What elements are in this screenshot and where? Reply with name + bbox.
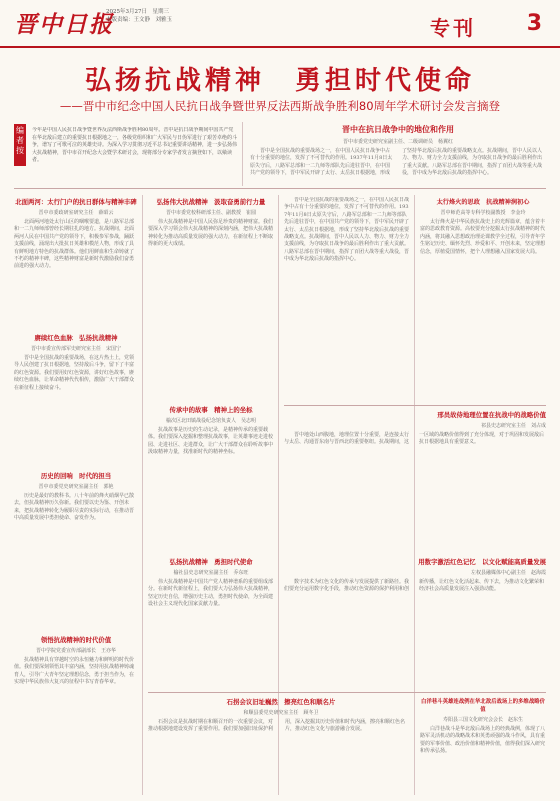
article-body: 晋中是全国抗战的重要战场之一，在中国人民抗日战争中占有十分重要的地位，发挥了不可替代的作用。1937年11月8日太原失守后，八路军总部和一二九师等部队先后进驻晋中，在中国共产党的领导下，晋中军民开辟了太行、太岳抗日根据地，形成了坚持华北敌后抗战的重要战略支点。抗战期间，晋中人民以人力、物力、财力全力支援前线，为夺取抗日战争的最后胜利作出了重大贡献。八路军总部在晋中期间，指挥了百团大战等重大战役，晋中成为华北敌后抗战的指挥中心。	[250, 148, 543, 177]
article	[14, 635, 138, 795]
article-body: 抗战精神具有穿越时空的永恒魅力和鲜明的时代价值。我们要深刻领悟其丰富内涵，坚持用抗战精神铸魂育人，引导广大青年坚定理想信念，勇于担当作为，在实现中华民族伟大复兴的征程中书写青春华章。	[14, 657, 135, 686]
article-author: 榆次区北田镇战役纪念馆负责人 吴志明	[165, 418, 256, 424]
article	[14, 197, 138, 325]
article-body: 晋中是全国抗战的重要战场，在这片热土上，党领导人民创建了抗日根据地，坚持敌后斗争，留下了丰富的红色资源。我们要用好红色资源，讲好红色故事，赓续红色血脉，让革命精神代代相传，激励广大干部群众在新征程上接续奋斗。	[14, 355, 135, 391]
article	[148, 697, 414, 795]
article-body: 北面两河地处太行山区的咽喉要道，是八路军总部和一二九师师部曾经长期驻扎的地方。抗战期间，北面两河人民在中国共产党的领导下，积极参军参战，踊跃支援前线，涌现出大批抗日英雄和模范人物，形成了具有鲜明地方特色的抗战群体。他们用鲜血和生命铸就了不朽的精神丰碑，这些精神财富是新时代激励我们奋勇前进的强大动力。	[14, 219, 135, 270]
article-body: 历史是最好的教科书。八十年前的烽火硝烟早已散去，但抗战精神历久弥新。我们要以史为鉴、开创未来，把抗战精神转化为履职尽责的实际行动，在推动晋中高质量发展中勇担使命、奋发作为。	[14, 493, 135, 522]
article-author: 祁县史志研究室主任 刘占成	[480, 423, 546, 429]
article-body: 伟大抗战精神是中国人民弥足珍贵的精神财富。我们要深入学习领会伟大抗战精神的深刻内涵，把伟大抗战精神转化为推动高质量发展的强大动力，在新征程上不断取得新的更大成绩。	[148, 219, 274, 248]
section-divider	[148, 692, 546, 693]
article-title: 北面两河：太行门户的抗日群体与精神丰碑	[15, 198, 137, 206]
page-subheadline: ——晋中市纪念中国人民抗日战争暨世界反法西斯战争胜利80周年学术研讨会发言摘登	[59, 99, 501, 113]
issue-date: 2025年3月27日 星期三	[106, 9, 169, 15]
article-title: 历史的回响 时代的担当	[40, 472, 112, 480]
section-divider	[284, 405, 546, 406]
article	[14, 471, 138, 587]
editor-note-text: 今年是中国人民抗日战争暨世界反法西斯战争胜利80周年。晋中是抗日战争期间中国共产党在华北敌后建立的重要抗日根据地之一，各级党组织和广大军民与日伪军进行了艰苦卓绝的斗争，谱写了可歌可泣的英雄史诗。为深入学习贯彻习近平总书记重要讲话精神，进一步弘扬伟大抗战精神，晋中市召开纪念大会暨学术研讨会，现将部分专家学者发言摘登如下，以飨读者。	[32, 127, 237, 164]
article	[148, 197, 274, 317]
article-title: 弘扬伟大抗战精神 汲取奋勇前行力量	[156, 198, 266, 206]
article	[148, 405, 274, 555]
newspaper-logo: 晋中日报	[14, 11, 114, 38]
article-title: 弘扬抗战精神 勇担时代使命	[169, 558, 253, 566]
article-body: 白洋巷战斗是华北敌后战场上的经典战例，体现了八路军灵活机动的战略战术和英勇顽强的战斗作风，具有重要的军事价值、政治价值和精神价值，值得我们深入研究和传承弘扬。	[420, 726, 546, 755]
article-author: 晋中市委党史研究室副主任 郭艳	[38, 484, 114, 490]
article-body: 晋中是全国抗战的重要战场之一，在中国人民抗日战争中占有十分重要的地位，发挥了不可替代的作用。1937年11月8日太原失守后，八路军总部和一二九师等部队先后进驻晋中，在中国共产党的领导下，晋中军民开辟了太行、太岳抗日根据地，形成了坚持华北敌后抗战的重要战略支点。抗战期间，晋中人民以人力、物力、财力全力支援前线，为夺取抗日战争的最后胜利作出了重大贡献。八路军总部在晋中期间，指挥了百团大战等重大战役，晋中成为华北敌后抗战的指挥中心。	[284, 197, 410, 263]
article-author: 晋中师范高等专科学校副教授 李金玲	[440, 210, 526, 216]
issue-info	[106, 8, 196, 24]
article-title: 白洋巷斗英雄连战例在华北敌后战场上的多维战略价值	[421, 699, 545, 713]
article-body: 数字技术为红色文化的传承与发展提供了新路径。我们要充分运用数字化手段，推动红色资源的保护利用和创新传播，让红色文化活起来、传下去，为推动文化繁荣和经济社会高质量发展注入强劲动能。	[284, 579, 545, 593]
article	[250, 124, 546, 186]
page-number: 3	[526, 11, 542, 36]
article-title: 赓续红色血脉 弘扬抗战精神	[34, 334, 118, 342]
article-author: 晋中学院党委宣传部副部长 王亦华	[35, 648, 116, 654]
article-author: 晋中市委党校科研部主任、副教授 崔圆	[165, 210, 256, 216]
article-author: 晋中市委党史研究室副主任、二级调研员 杨翼红	[342, 139, 453, 145]
column-divider	[242, 122, 243, 186]
article	[284, 410, 546, 540]
article-title: 传承中的故事 精神上的坐标	[169, 406, 253, 414]
article-body: 太行烽火是中华民族抗战史上的光辉篇章，蕴含着丰富的思政教育资源。高校要充分挖掘太行抗战精神的时代内涵，将其融入思想政治理论课教学全过程，引导青年学生铭记历史、缅怀先烈、珍爱和平、开创未来，坚定理想信念，厚植爱国情怀，把个人理想融入国家发展大局。	[420, 219, 546, 255]
article-continuation	[284, 197, 410, 402]
article-author: 榆社县史志研究室副主任 乔东旺	[173, 570, 249, 576]
editor-note-tag: 编者按	[14, 124, 26, 166]
masthead	[0, 0, 560, 48]
article-title: 领悟抗战精神的时代价值	[40, 636, 112, 644]
article	[420, 197, 546, 347]
page-editors: 本版责编：王文静 刘雅玉	[106, 17, 173, 23]
article-author: 晋中市委政研室研究主任 薛昭云	[38, 210, 114, 216]
article-title: 邢员故侍地理位置在抗战中的战略价值	[437, 411, 546, 419]
article-body: 石拐会议是抗战时期在和顺召开的一次重要会议，对推动根据地建设发挥了重要作用。我们要加强旧址保护利用，深入挖掘其历史价值和时代内涵，擦亮和顺红色名片，推动红色文化与旅游融合发展。	[148, 719, 406, 733]
article	[148, 557, 274, 687]
article-author: 寿阳县三国文化研究会会长 赵东生	[442, 717, 523, 723]
article-author: 晋中市委宣传部军史研究室主任 宋国宁	[30, 346, 121, 352]
article-title: 晋中在抗日战争中的地位和作用	[342, 125, 454, 134]
article	[284, 557, 546, 687]
article-title: 石拐会议旧址巍然 擦亮红色和顺名片	[226, 698, 336, 706]
article-title: 用数字激活红色记忆 以文化赋能高质量发展	[418, 558, 546, 566]
section-divider	[14, 188, 546, 189]
article-body: 抗战故事是历史的生动记录，是精神传承的重要载体。我们要深入挖掘和整理抗战故事，让英雄事迹走进校园、走进社区、走进群众，让广大干部群众在聆听故事中汲取精神力量，找准新时代的精神坐标。	[148, 427, 274, 456]
column-name: 专刊	[430, 16, 476, 40]
article	[14, 333, 138, 463]
article-body: 伟大抗战精神是中国共产党人精神谱系的重要组成部分。在新时代新征程上，我们要大力弘扬伟大抗战精神，坚定历史自信，增强历史主动，勇担时代使命，为全面建设社会主义现代化国家贡献力量。	[148, 579, 274, 608]
column-divider	[142, 195, 143, 795]
article	[420, 697, 546, 795]
article-body: 晋中地处山西腹地，地理位置十分重要，是连接太行与太岳、沟通晋东南与晋西北的重要枢纽。抗战期间，这一区域的战略价值得到了充分体现，对于巩固和发展敌后抗日根据地具有重要意义。	[284, 432, 545, 446]
article-title: 太行烽火的思政 抗战精神润初心	[436, 199, 530, 206]
page-headline: 弘扬抗战精神 勇担时代使命	[84, 66, 475, 96]
article-author: 左权县融媒体中心副主任 赵海霞	[470, 570, 546, 576]
article-author: 和顺县委党史研究室主任 顾冬卫	[243, 710, 319, 716]
